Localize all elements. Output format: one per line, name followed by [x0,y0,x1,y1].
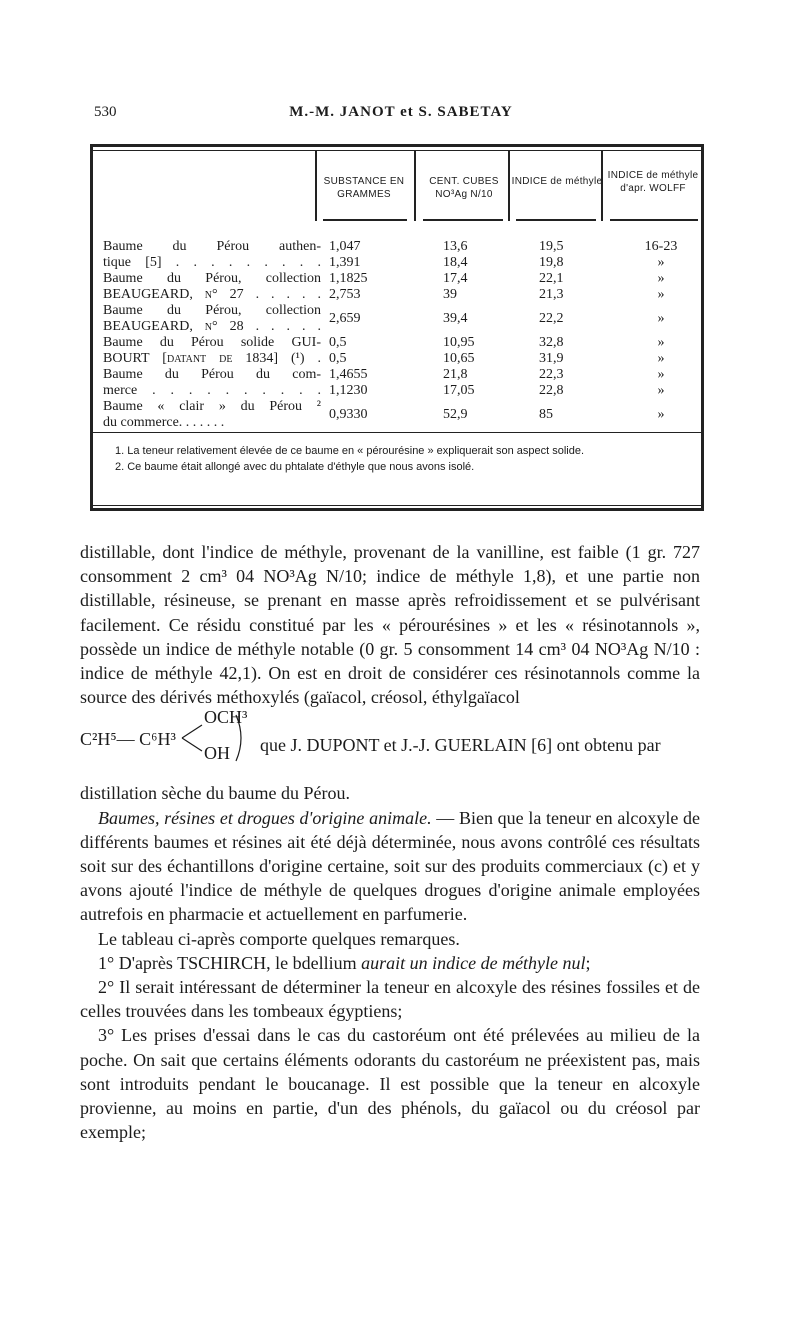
formula-line [80,709,700,781]
row-label: Baume du Pérou du com- [103,367,321,382]
column-header: CENT. CUBES NO³Ag N/10 [429,176,499,200]
section-title: Baumes, résines et drogues d'origine animale. [98,807,432,828]
header-underline [516,219,596,221]
row-label: tique [5] . . . . . . . . . [103,255,321,270]
cell-grams: 1,4655 [329,367,368,382]
row-label: BEAUGEARD, n° 27 . . . . . [103,287,321,302]
cell-wolff-index: » [657,271,665,286]
emphasis: aurait un indice de méthyle nul [361,952,586,973]
table-header [93,151,701,221]
paragraph: distillable, dont l'indice de méthyle, provenant de la vanilline, est faible (1 gr. 727 consomment 2 cm³ 04 NO³Ag N/10; indice de méthyle 1,8), et une partie non distillable, résineuse, se prenant en masse après refroidissement et se pulvérisant facilement. Ce résidu constitué par les « pérourésines » et les « résinotannols », possède un indice de méthyle notable (0 gr. 5 consomment 14 cm³ 04 NO³Ag N/10 : indice de méthyle 42,1). On est en droit de considérer ces résinotannols comme la source des dérivés méthoxylés (gaïacol, créosol, éthylgaïacol [80,542,700,708]
cell-cc: 18,4 [443,255,468,270]
cell-cc: 21,8 [443,367,468,382]
header-underline [610,219,698,221]
cell-grams: 2,659 [329,311,361,326]
cell-methyl-index: 21,3 [539,287,564,302]
cell-grams: 1,047 [329,239,361,254]
row-label: BOURT [datant de 1834] (¹) . [103,351,321,366]
cell-grams: 2,753 [329,287,361,302]
cell-cc: 10,95 [443,335,475,350]
cell-wolff-index: » [657,407,665,422]
table-note: 1. La teneur relativement élevée de ce baume en « pérourésine » expliquerait son aspect solide. [115,445,585,457]
cell-cc: 17,05 [443,383,475,398]
cell-grams: 0,5 [329,351,347,366]
header-underline [423,219,503,221]
cell-wolff-index: » [657,383,665,398]
row-label: du commerce. . . . . . . [103,415,225,430]
formula-caption: que J. DUPONT et J.-J. GUERLAIN [6] ont obtenu par [260,735,661,756]
cell-wolff-index: » [657,311,665,326]
data-table [90,144,704,511]
cell-methyl-index: 19,5 [539,239,564,254]
paragraph-text: 1° D'après TSCHIRCH, le bdellium [98,952,362,973]
running-title: M.-M. JANOT et S. SABETAY [289,104,513,120]
cell-methyl-index: 85 [539,407,553,422]
cell-wolff-index: 16-23 [644,239,678,254]
row-label: Baume du Pérou solide GUI- [103,335,321,350]
column-header: INDICE de méthyle d'apr. WOLFF [607,170,699,194]
cell-methyl-index: 31,9 [539,351,564,366]
row-label: Baume du Pérou, collection [103,271,321,286]
row-label: BEAUGEARD, n° 28 . . . . . [103,319,321,334]
cell-grams: 1,391 [329,255,361,270]
paragraph-text: ; [585,952,591,973]
table-note: 2. Ce baume était allongé avec du phtalate d'éthyle que nous avons isolé. [115,461,475,473]
notes-divider [93,432,701,433]
paragraph-text: — Bien que la teneur en alcoxyle de différents baumes et résines ait été déjà déterminée, nous avons contrôlé ces résultats soit sur des échantillons d'origine certaine, soit sur des produits commerciaux (c) et y avons ajouté l'indice de méthyle de quelques drogues d'origine animale employées autrefois en pharmacie et actuellement en parfumerie. [80,807,701,925]
formula-left: C²H⁵— C⁶H³ [80,729,176,750]
cell-grams: 0,9330 [329,407,368,422]
paragraph: 2° Il serait intéressant de déterminer la teneur en alcoxyle des résines fossiles et de celles trouvées dans les tombeaux égyptiens; [80,977,700,1022]
cell-cc: 39,4 [443,311,468,326]
column-header: INDICE de méthyle [511,176,603,187]
header-underline [323,219,407,221]
cell-methyl-index: 22,2 [539,311,564,326]
paragraph: 3° Les prises d'essai dans le cas du castoréum ont été prélevées au milieu de la poche. On sait que certains éléments odorants du castoréum ne préexistent pas, mais sont introduits pendant le boucanage. Il est possible que la teneur en alcoxyle provienne, au moins en partie, d'un des phénols, du gaïacol ou du créosol par exemple; [80,1025,700,1143]
cell-methyl-index: 19,8 [539,255,564,270]
paragraph: distillation sèche du baume du Pérou. [80,783,350,804]
cell-grams: 1,1825 [329,271,368,286]
row-label: Baume du Pérou, collection [103,303,321,318]
cell-wolff-index: » [657,351,665,366]
column-header: SUBSTANCE EN GRAMMES [323,176,405,200]
cell-wolff-index: » [657,367,665,382]
table-notes [103,443,693,475]
cell-grams: 0,5 [329,335,347,350]
cell-wolff-index: » [657,287,665,302]
row-label: Baume « clair » du Pérou ² [103,399,321,414]
paragraph: Le tableau ci-après comporte quelques remarques. [98,928,460,949]
page-header [94,104,708,128]
paragraph [80,951,700,975]
cell-wolff-index: » [657,335,665,350]
cell-wolff-index: » [657,255,665,270]
row-label: Baume du Pérou authen- [103,239,321,254]
cell-cc: 10,65 [443,351,475,366]
cell-methyl-index: 22,1 [539,271,564,286]
cell-methyl-index: 22,8 [539,383,564,398]
cell-methyl-index: 22,3 [539,367,564,382]
cell-cc: 52,9 [443,407,468,422]
cell-cc: 17,4 [443,271,468,286]
paragraph [80,806,700,927]
cell-cc: 13,6 [443,239,468,254]
cell-grams: 1,1230 [329,383,368,398]
row-label: merce . . . . . . . . . . [103,383,321,398]
substituent-bottom: OH [204,743,230,764]
chemical-formula [80,707,248,764]
cell-methyl-index: 32,8 [539,335,564,350]
body-text [80,540,700,1144]
page-number: 530 [94,104,117,120]
substituent-top: OCH³ [204,707,248,728]
cell-cc: 39 [443,287,457,302]
